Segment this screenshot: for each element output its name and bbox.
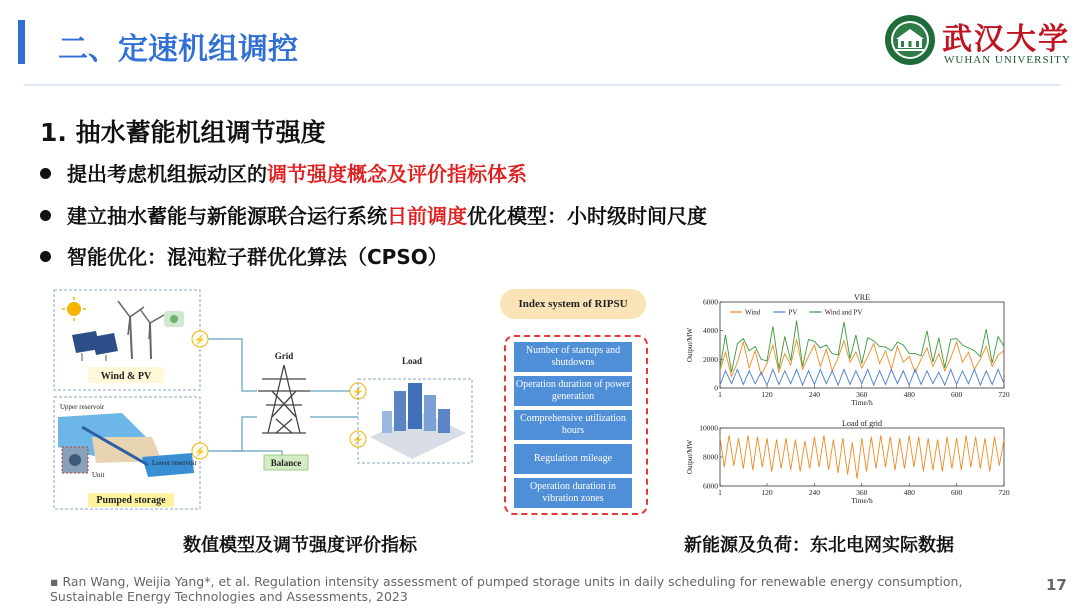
y-tick-label: 2000 <box>703 354 718 364</box>
city-buildings-icon <box>370 383 466 459</box>
y-tick-label: 0 <box>714 383 718 393</box>
x-tick-label: 360 <box>856 390 868 399</box>
caption-left: 数值模型及调节强度评价指标 <box>183 535 417 556</box>
bullet-dot-icon <box>40 251 51 262</box>
svg-text:⚡: ⚡ <box>351 435 365 446</box>
chart-title: VRE <box>854 293 870 302</box>
x-tick-label: 120 <box>761 390 773 399</box>
transmission-tower-icon <box>258 365 310 433</box>
y-tick-label: 6000 <box>703 297 718 307</box>
y-tick-label: 8000 <box>703 452 718 462</box>
svg-text:⚡: ⚡ <box>351 387 365 398</box>
x-tick-label: 1 <box>718 390 722 399</box>
y-tick-label: 4000 <box>703 326 718 336</box>
bullet-dot-icon <box>40 210 51 221</box>
caption-right: 新能源及负荷：东北电网实际数据 <box>684 535 954 556</box>
chart-title: Load of grid <box>842 419 882 428</box>
x-tick-label: 240 <box>808 390 821 399</box>
upper-reservoir-label: Upper reservoir <box>60 403 105 411</box>
eco-leaf-icon <box>164 311 184 327</box>
reference-dot: ▪ <box>50 574 63 589</box>
x-tick-label: 480 <box>903 488 915 497</box>
solar-panel-icon <box>72 331 118 361</box>
svg-text:⚡: ⚡ <box>193 335 207 346</box>
index-item: Comprehensive utilization hours <box>514 410 632 440</box>
legend-label: PV <box>788 308 798 317</box>
svg-text:⚡: ⚡ <box>193 447 207 458</box>
y-axis-label: Output/MW <box>686 439 694 475</box>
x-axis-label: Time/h <box>851 398 873 407</box>
grid-label: Grid <box>274 351 294 361</box>
x-tick-label: 240 <box>808 488 821 497</box>
bullet-item <box>40 241 448 270</box>
balance-label: Balance <box>270 458 302 468</box>
index-item: Operation duration in vibration zones <box>514 478 632 508</box>
title-accent-bar <box>18 20 25 64</box>
header-divider <box>24 84 1060 86</box>
sun-icon <box>62 297 86 321</box>
system-diagram <box>52 287 480 515</box>
index-item: Regulation mileage <box>514 444 632 474</box>
unit-label: Unit <box>92 471 105 479</box>
x-tick-label: 720 <box>998 488 1010 497</box>
lower-reservoir-label: Lower reservoir <box>152 459 197 467</box>
bullet-text-tail: 优化模型：小时级时间尺度 <box>467 204 707 228</box>
x-tick-label: 1 <box>718 488 722 497</box>
wind-pv-label: Wind & PV <box>100 371 152 382</box>
bullet-dot-icon <box>40 168 51 179</box>
bullet-highlight: 调节强度概念及评价指标体系 <box>267 162 527 186</box>
data-charts <box>684 292 1016 506</box>
bullet-text: 智能优化：混沌粒子群优化算法（CPSO） <box>67 245 448 269</box>
pump-unit-icon <box>62 447 88 473</box>
pumped-storage-label: Pumped storage <box>96 495 166 506</box>
legend-label: Wind and PV <box>824 308 863 317</box>
bullet-item <box>40 158 527 187</box>
y-tick-label: 10000 <box>699 423 718 433</box>
bullet-text: 提出考虑机组振动区的 <box>67 162 267 186</box>
university-seal-icon <box>884 14 936 66</box>
index-item: Operation duration of power generation <box>514 376 632 406</box>
load-label: Load <box>401 356 423 366</box>
y-tick-label: 6000 <box>703 481 718 491</box>
chart-plot-area <box>720 428 1004 486</box>
bullet-text: 建立抽水蓄能与新能源联合运行系统 <box>67 204 387 228</box>
x-axis-label: Time/h <box>851 496 873 505</box>
reference-text: Ran Wang, Weijia Yang*, et al. Regulation intensity assessment of pumped storage units in daily scheduling for renewable energy consumption, Sustainable Energy Technologies and Assessments, 2023 <box>50 574 963 604</box>
university-name-en: WUHAN UNIVERSITY <box>944 54 1071 66</box>
index-system-title: Index system of RIPSU <box>500 289 646 319</box>
x-tick-label: 720 <box>998 390 1010 399</box>
bullet-highlight: 日前调度 <box>387 204 467 228</box>
section-heading: 1. 抽水蓄能机组调节强度 <box>40 118 326 147</box>
page-title: 二、定速机组调控 <box>58 32 298 67</box>
index-item: Number of startups and shutdowns <box>514 342 632 372</box>
x-tick-label: 600 <box>950 390 963 399</box>
page-number: 17 <box>1046 576 1067 594</box>
legend-label: Wind <box>745 308 761 317</box>
vre-load-charts <box>684 292 1016 506</box>
index-system-panel <box>500 287 650 515</box>
x-tick-label: 360 <box>856 488 868 497</box>
reference-citation <box>50 574 1030 604</box>
x-tick-label: 120 <box>761 488 773 497</box>
bullet-item <box>40 200 707 229</box>
x-tick-label: 480 <box>903 390 915 399</box>
university-logo <box>884 12 1071 72</box>
x-tick-label: 600 <box>950 488 963 497</box>
university-name-cn: 武汉大学 <box>942 22 1070 57</box>
y-axis-label: Output/MW <box>686 327 694 363</box>
wind-turbine-icon <box>118 301 164 359</box>
